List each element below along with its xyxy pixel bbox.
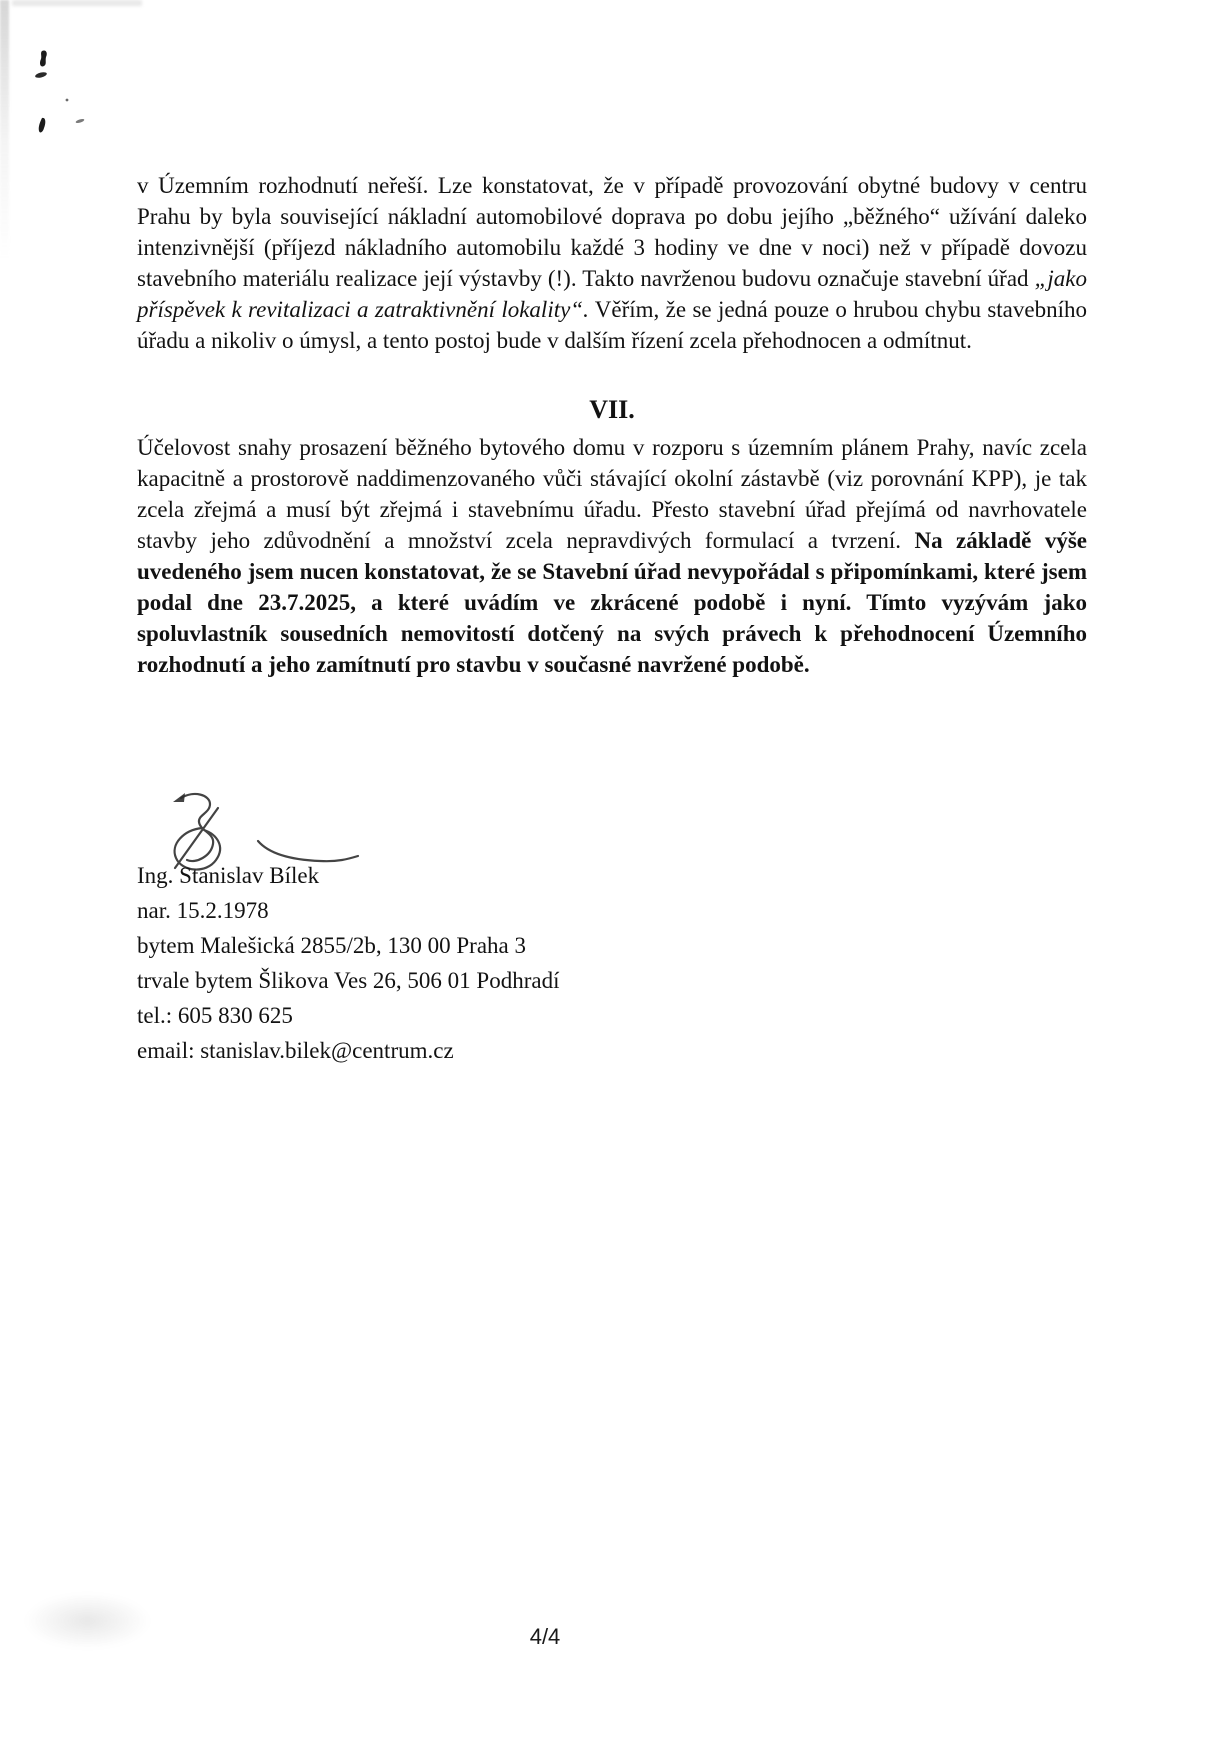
scan-streak-top-edge xyxy=(12,0,142,6)
signatory-address: bytem Malešická 2855/2b, 130 00 Praha 3 xyxy=(137,933,527,958)
paragraph-1-text-continued: Věřím, že se jedná pouze o hrubou chybu stavebního úřadu a nikoliv o úmysl, a tento postoj bude v dalším řízení zcela přehodnocen a odmítnut. xyxy=(137,297,1087,353)
paragraph-2-bold-statement: Na základě výše uvedeného jsem nucen konstatovat, že se Stavební úřad nevypořádal s připomínkami, které jsem podal dne 23.7.2025, a které uvádím ve zkrácené podobě i nyní. Tímto vyzývám jako spoluvlastník sousedních nemovitostí dotčený na svých právech k přehodnocení Územního rozhodnutí a jeho zamítnutí pro stavbu v současné navržené podobě. xyxy=(137,528,1087,677)
body-text xyxy=(137,170,1087,680)
ink-marks-top-left xyxy=(25,40,95,140)
scan-streak-left-edge xyxy=(0,0,9,260)
signatory-phone: tel.: 605 830 625 xyxy=(137,1003,293,1028)
signatory-permanent-address: trvale bytem Šlikova Ves 26, 506 01 Podhradí xyxy=(137,968,560,993)
paragraph-2-text: Účelovost snahy prosazení běžného bytového domu v rozporu s územním plánem Prahy, navíc zcela kapacitně a prostorově naddimenzovaného vůči stávající okolní zástavbě (viz porovnání KPP), je tak zcela zřejmá a musí být zřejmá i stavebnímu úřadu. Přesto stavební úřad přejímá od navrhovatele stavby jeho zdůvodnění a množství zcela nepravdivých formulací a tvrzení. xyxy=(137,435,1087,553)
signatory-name: Ing. Stanislav Bílek xyxy=(137,863,320,888)
signatory-birthdate: nar. 15.2.1978 xyxy=(137,898,269,923)
paragraph-1 xyxy=(137,170,1087,356)
section-heading-vii: VII. xyxy=(589,395,635,424)
page-number: 4/4 xyxy=(529,1624,561,1649)
paragraph-1-quoted-phrase: „jako příspěvek k revitalizaci a zatraktivnění lokality“. xyxy=(137,266,1087,322)
paragraph-1-text: v Územním rozhodnutí neřeší. Lze konstatovat, že v případě provozování obytné budovy v centru Prahu by byla související nákladní automobilové doprava po dobu jejího „běžného“ užívání daleko intenzivnější (příjezd nákladního automobilu každé 3 hodiny ve dne v noci) než v případě dovozu stavebního materiálu realizace její výstavby (!). Takto navrženou budovu označuje stavební úřad xyxy=(137,173,1087,291)
scan-smudge-bottom-left xyxy=(0,1582,175,1660)
paragraph-2 xyxy=(137,432,1087,680)
signature-stroke-arrow-tip xyxy=(173,793,185,802)
signatory-email: email: stanislav.bilek@centrum.cz xyxy=(137,1038,454,1063)
signature-block xyxy=(137,858,559,1068)
